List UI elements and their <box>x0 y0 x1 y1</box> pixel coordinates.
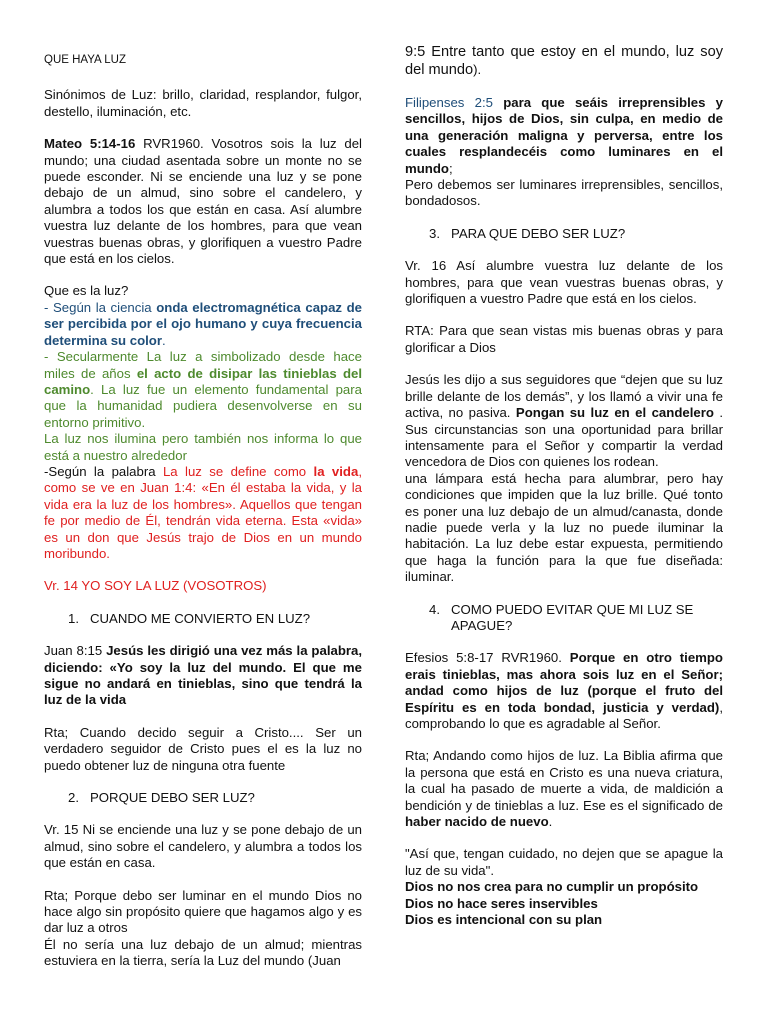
final-line-1: Dios no nos crea para no cumplir un propósito <box>405 879 699 895</box>
mateo-reference: Mateo 5:14-16 <box>44 136 136 152</box>
list-item-1 <box>44 611 362 627</box>
ciencia-definition: onda electromagnética capaz de ser percibida por el ojo humano y cuya frecuencia determina su color <box>44 299 362 348</box>
efesios-paragraph <box>405 650 723 732</box>
palabra-prefix: -Según la palabra <box>44 463 163 479</box>
rta-4-end: . <box>548 814 553 830</box>
mateo-paragraph <box>44 136 362 267</box>
right-column <box>405 0 723 928</box>
continuation-end: ). <box>473 62 482 77</box>
left-column <box>44 0 362 970</box>
ciencia-prefix: - Según la ciencia <box>44 299 157 315</box>
list-number: 4. <box>429 601 440 617</box>
jesus-prefix: Jesús les dijo a sus seguidores que “dejen que su luz brille delante de los demás”, y los llamó a vivir una fe activa, no pasiva. <box>405 372 723 421</box>
efesios-reference: Efesios 5:8-17 RVR1960. <box>405 650 570 666</box>
jesus-rest: . Sus circunstancias son una oportunidad para brillar intensamente para el Señor y compartir la verdad vencedora de Dios con quienes los rodean. <box>405 405 724 470</box>
juan-text: Jesús les dirigió una vez más la palabra, diciendo: «Yo soy la luz del mundo. El que me sigue no andará en tinieblas, sino que tendrá la luz de la vida <box>44 643 363 708</box>
mateo-text: RVR1960. Vosotros sois la luz del mundo; una ciudad asentada sobre un monte no se puede esconder. Ni se enciende una luz y se pone debajo de un almud, sino sobre el candelero, y alumbra a todos los que están en casa. Así alumbre vuestra luz delante de los hombres, para que vean vuestras buenas obras, y glorifiquen a vuestro Padre que está en los cielos. <box>44 136 362 267</box>
list-item-3 <box>405 226 723 242</box>
vr15-paragraph: Vr. 15 Ni se enciende una luz y se pone debajo de un almud, sino sobre el candelero, y alumbra a todos los que están en casa. <box>44 822 362 871</box>
vr16-paragraph: Vr. 16 Así alumbre vuestra luz delante de los hombres, para que vean vuestras buenas obras, y glorifiquen a vuestro Padre que está en los cielos. <box>405 258 723 307</box>
ciencia-end: . <box>162 332 166 348</box>
final-line-2: Dios no hace seres inservibles <box>405 895 598 911</box>
ciencia-paragraph <box>44 300 362 349</box>
filipenses-end: ; <box>448 160 453 176</box>
efesios-rest: , comprobando lo que es agradable al Señor. <box>405 699 723 731</box>
rta-4 <box>405 748 723 830</box>
pero-paragraph: Pero debemos ser luminares irreprensibles, sencillos, bondadosos. <box>405 177 723 209</box>
palabra-paragraph <box>44 464 362 562</box>
lampara-paragraph: una lámpara está hecha para alumbrar, pero hay condiciones que impiden que la luz brille. Qué tonto es poner una luz debajo de un almud/canasta, donde nadie puede verla y la luz no puede iluminar la habitación. La luz debe estar expuesta, permitiendo que haga la función para la que fue diseñada: iluminar. <box>405 470 723 585</box>
synonyms-paragraph: Sinónimos de Luz: brillo, claridad, resplandor, fulgor, destello, iluminación, etc. <box>44 87 362 119</box>
filipenses-paragraph <box>405 95 723 177</box>
secular-bold: el acto de disipar las tinieblas del camino <box>44 365 363 397</box>
que-es-question: Que es la luz? <box>44 283 129 299</box>
list-number: 1. <box>68 610 79 626</box>
rta-2a: Rta; Porque debo ser luminar en el mundo Dios no hace algo sin propósito quiere que hagamos algo y es dar luz a otros <box>44 887 362 936</box>
jesus-paragraph <box>405 372 723 470</box>
rta-4-bold: haber nacido de nuevo <box>405 814 549 830</box>
rta-1: Rta; Cuando decido seguir a Cristo.... Ser un verdadero seguidor de Cristo pues el es la luz no puedo obtener luz de ninguna otra fuente <box>44 724 362 773</box>
filipenses-reference: Filipenses 2:5 <box>405 95 504 110</box>
list-text: PORQUE DEBO SER LUZ? <box>90 790 255 806</box>
juan-continuation <box>405 44 723 79</box>
rta-2b: Él no sería una luz debajo de un almud; mientras estuviera en la tierra, sería la Luz del mundo (Juan <box>44 936 362 969</box>
list-number: 2. <box>68 790 79 806</box>
document-title: QUE HAYA LUZ <box>44 54 127 66</box>
quote-paragraph: "Así que, tengan cuidado, no dejen que se apague la luz de su vida". <box>405 846 723 878</box>
juan-paragraph <box>44 643 362 709</box>
list-text: CUANDO ME CONVIERTO EN LUZ? <box>90 610 311 626</box>
final-line-3: Dios es intencional con su plan <box>405 912 603 928</box>
list-number: 3. <box>429 225 440 241</box>
list-text: COMO PUEDO EVITAR QUE MI LUZ SE APAGUE? <box>451 601 694 633</box>
palabra-red-2: , como se ve en Juan 1:4: «En él estaba la vida, y la vida era la luz de los hombres». Aquellos que tengan fe por medio de Él, tendrán vida eterna. Esta «vida» es un don que Jesús trajo de Dios en un mundo moribundo. <box>44 463 362 561</box>
rta-4-text: Rta; Andando como hijos de luz. La Biblia afirma que la persona que está en Cristo es una nueva criatura, la cual ha pasado de muerte a vida, de maldición a bendición y de tinieblas a luz. Ese es el significado de <box>405 748 723 813</box>
juan-reference: Juan 8:15 <box>44 643 107 659</box>
palabra-red-1: La luz se define como <box>162 463 314 479</box>
secular-prefix: - Secularmente La luz a simbolizado desde hace miles de años <box>44 349 362 381</box>
ilumina-paragraph: La luz nos ilumina pero también nos informa lo que está a nuestro alrededor <box>44 431 362 463</box>
list-item-2 <box>44 790 362 806</box>
continuation-text: 9:5 Entre tanto que estoy en el mundo, luz soy del mundo <box>405 44 723 78</box>
secular-paragraph <box>44 349 362 431</box>
efesios-text: Porque en otro tiempo erais tinieblas, mas ahora sois luz en el Señor; andad como hijos de luz (porque el fruto del Espíritu es en toda bondad, justicia y verdad) <box>405 650 723 715</box>
vr14-heading: Vr. 14 YO SOY LA LUZ (VOSOTROS) <box>44 578 267 594</box>
list-text: PARA QUE DEBO SER LUZ? <box>451 225 626 241</box>
rta-3: RTA: Para que sean vistas mis buenas obras y para glorificar a Dios <box>405 323 723 355</box>
palabra-bold: la vida <box>313 463 359 479</box>
secular-rest: . La luz fue un elemento fundamental para que la humanidad pudiera desenvolverse en su entorno primitivo. <box>44 381 362 430</box>
list-item-4 <box>405 602 723 635</box>
filipenses-text: para que seáis irreprensibles y sencillos, hijos de Dios, sin culpa, en medio de una generación maligna y perversa, entre los cuales resplandecéis como luminares en el mundo <box>405 95 723 176</box>
jesus-bold: Pongan su luz en el candelero <box>515 405 714 421</box>
